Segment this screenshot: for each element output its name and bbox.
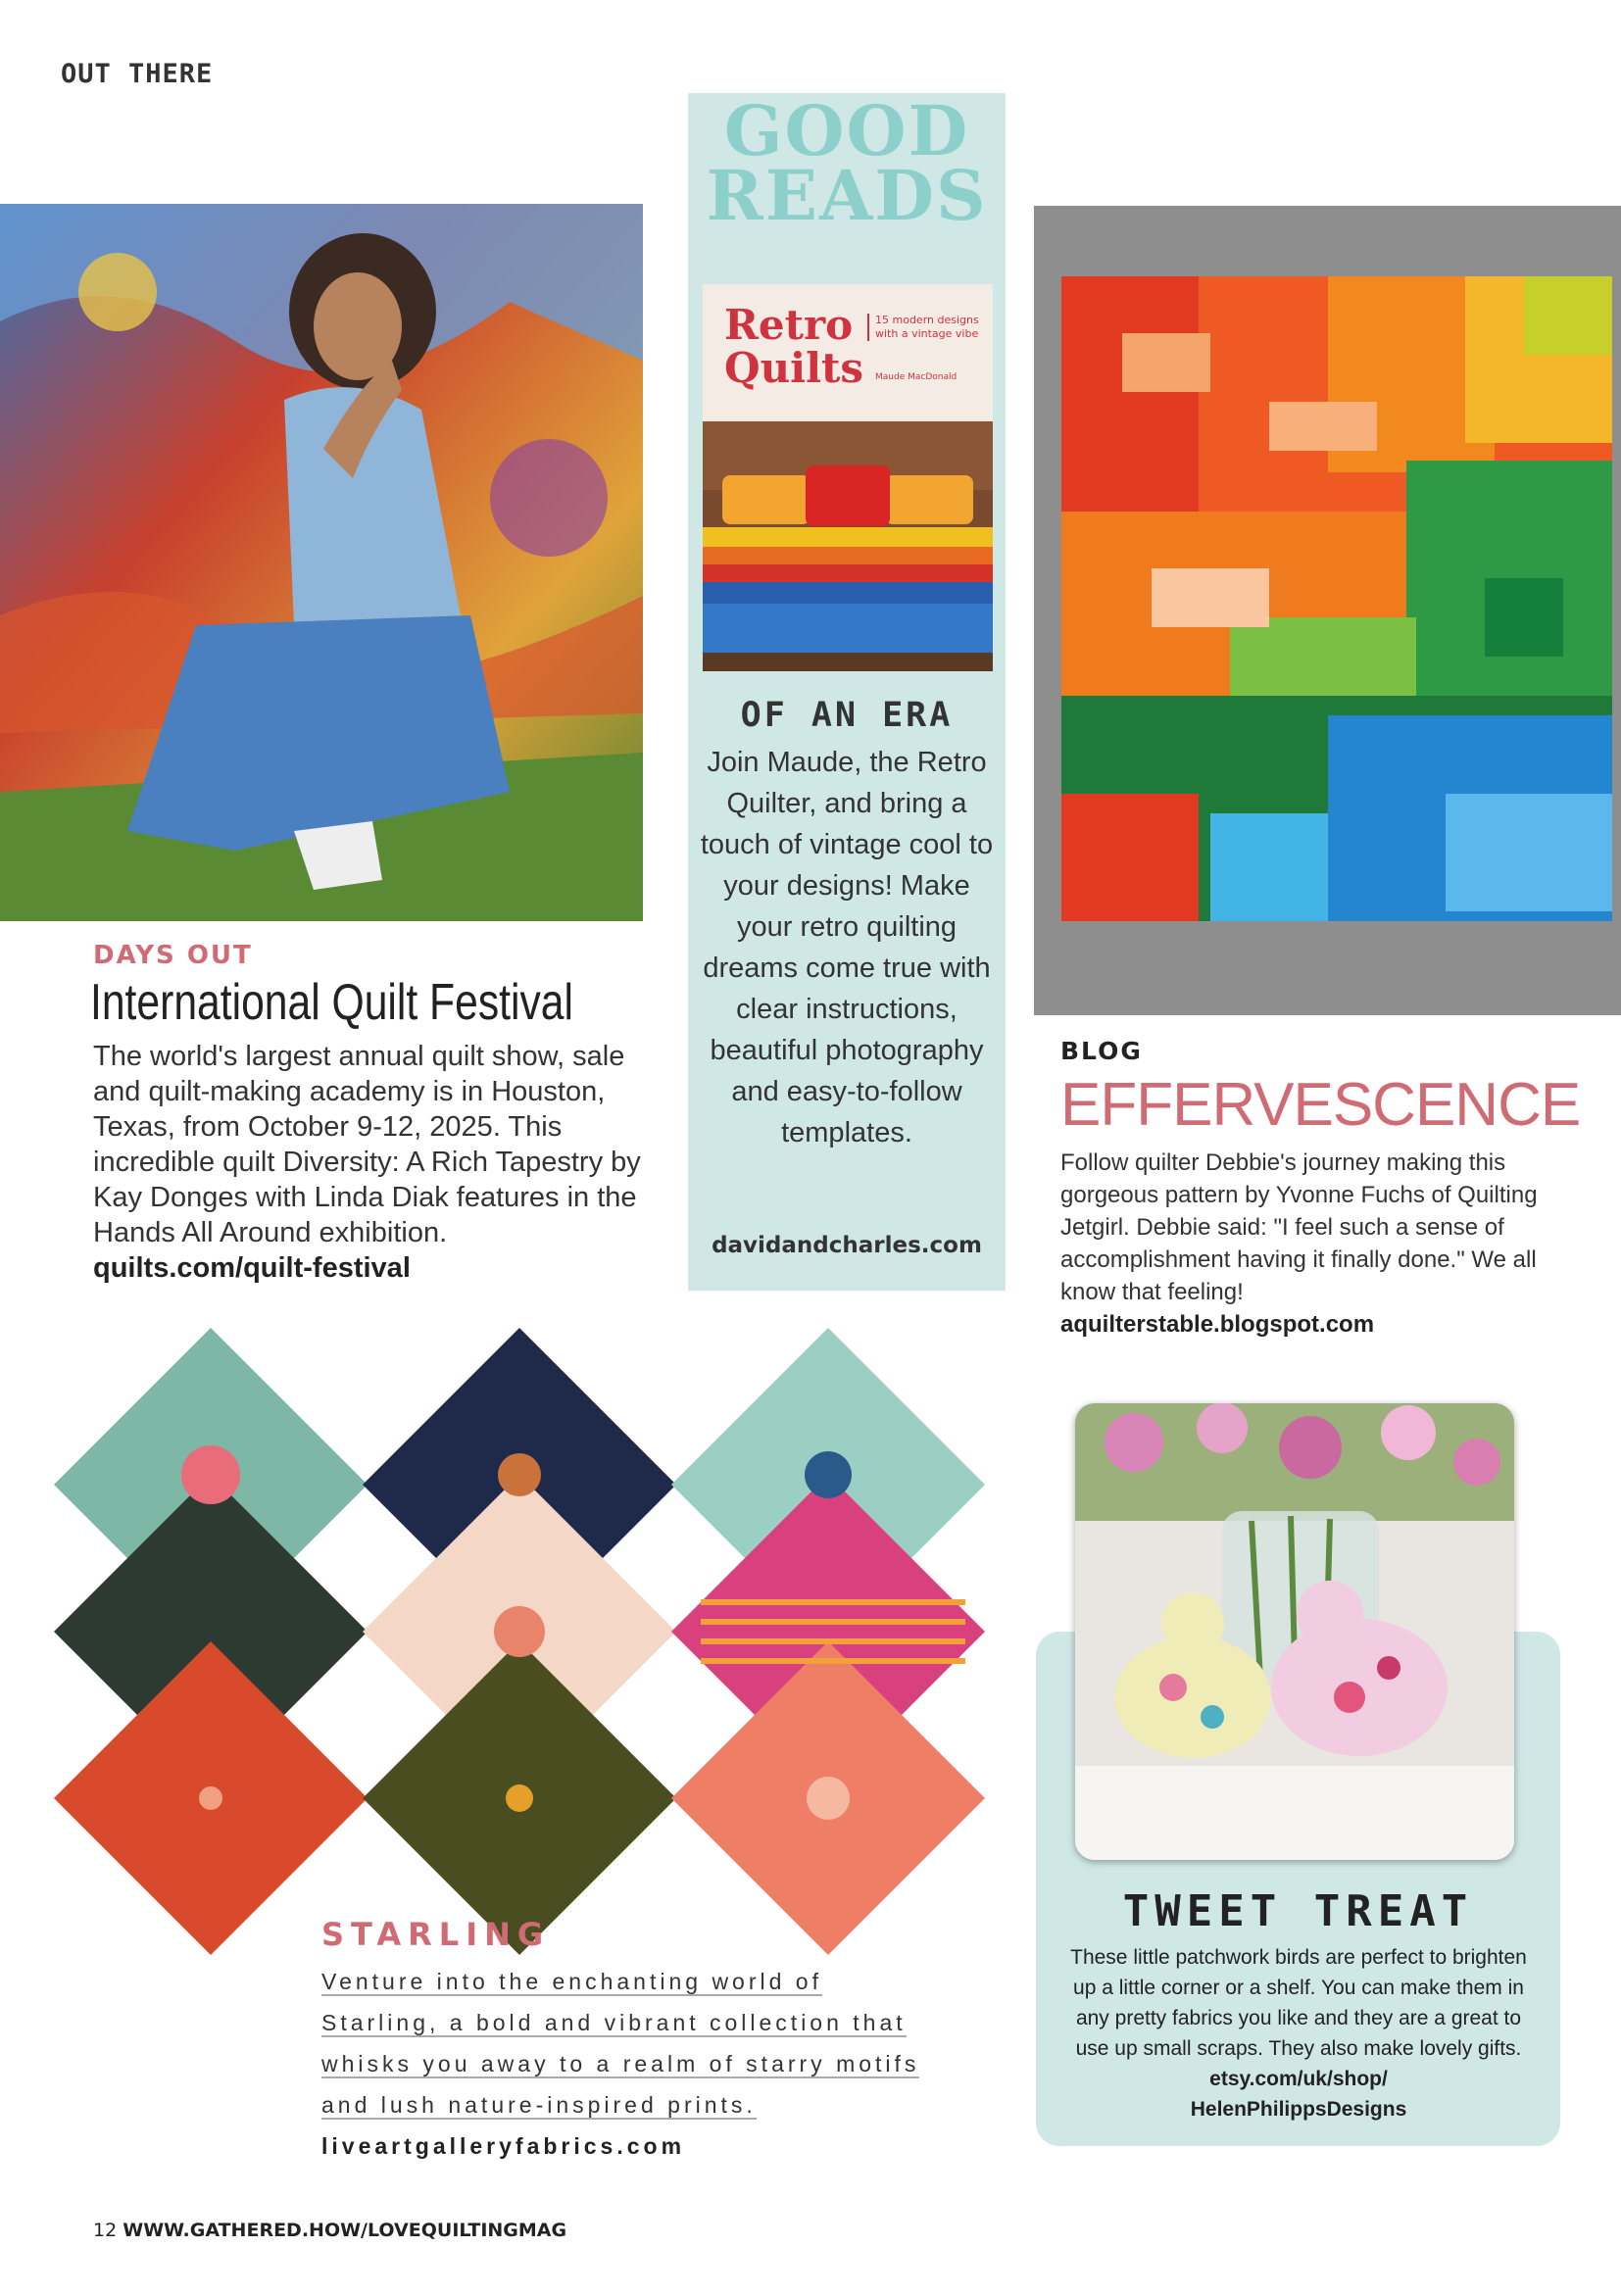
tweet-body [1068, 1942, 1529, 2125]
good-reads-title-line1: GOOD [723, 90, 970, 171]
starling-body [321, 1961, 988, 2167]
page-number: 12 [93, 2220, 118, 2241]
blog-body [1060, 1147, 1570, 1341]
blog-body-text: Follow quilter Debbie's journey making this gorgeous pattern by Yvonne Fuchs of Quilting Jetgirl. Debbie said: "I feel such a sense of accomplishment having it finally done." We all know that feeling! [1060, 1149, 1538, 1305]
starling-line-1: Venture into the enchanting world of [321, 1969, 822, 1994]
effervescence-quilt-image [1034, 206, 1621, 1015]
footer-url[interactable]: WWW.GATHERED.HOW/LOVEQUILTINGMAG [123, 2220, 567, 2241]
festival-link[interactable]: quilts.com/quilt-festival [93, 1252, 411, 1284]
blog-link[interactable]: aquilterstable.blogspot.com [1060, 1311, 1375, 1338]
tweet-link-line2: HelenPhilippsDesigns [1190, 2098, 1407, 2121]
book-title-line2: Quilts [724, 344, 864, 392]
book-tagline: 15 modern designs with a vintage vibe [867, 314, 988, 341]
starling-fabric-swatches [54, 1328, 995, 2004]
good-reads-title-line2: READS [706, 155, 988, 236]
book-title [724, 301, 864, 392]
patchwork-birds-image [1075, 1403, 1514, 1860]
festival-quilt-image [0, 204, 643, 921]
era-body: Join Maude, the Retro Quilter, and bring a touch of vintage cool to your designs! Make your retro quilting dreams come true with clear instructions, beautiful photography and easy-to-follow templates. [700, 747, 994, 1148]
blog-title: EFFERVESCENCE [1060, 1071, 1581, 1139]
tweet-link-line1: etsy.com/uk/shop/ [1209, 2068, 1388, 2090]
book-author: Maude MacDonald [875, 372, 958, 382]
starling-line-2: Starling, a bold and vibrant collection that [321, 2010, 907, 2035]
festival-body-text: The world's largest annual quilt show, sale and quilt-making academy is in Houston, Texas, from October 9-12, 2025. This incredible quilt Diversity: A Rich Tapestry by Kay Donges with Linda Diak features in the Hands All Around exhibition. [93, 1041, 641, 1248]
book-title-line1: Retro [724, 301, 854, 349]
festival-body [93, 1039, 671, 1286]
era-link[interactable]: davidandcharles.com [712, 1233, 982, 1258]
festival-title: International Quilt Festival [90, 974, 573, 1031]
good-reads-title [688, 90, 1006, 236]
footer [93, 2220, 566, 2241]
era-heading: OF AN ERA [740, 696, 954, 735]
good-reads-panel [688, 90, 1006, 1291]
starling-link[interactable]: liveartgalleryfabrics.com [321, 2133, 686, 2159]
section-label: OUT THERE [61, 59, 214, 89]
blog-kicker: BLOG [1060, 1037, 1143, 1065]
starling-line-3: whisks you away to a realm of starry motifs [321, 2051, 920, 2076]
tweet-link[interactable] [1191, 2068, 1407, 2121]
tweet-heading: TWEET TREAT [1122, 1886, 1474, 1936]
starling-kicker: STARLING [321, 1916, 551, 1953]
tweet-body-text: These little patchwork birds are perfect to brighten up a little corner or a shelf. You can make them in any pretty fabrics you like and they are a great to use up small scraps. They also make lovely gifts. [1070, 1946, 1527, 2060]
book-cover[interactable] [703, 284, 993, 671]
starling-line-4: and lush nature-inspired prints. [321, 2092, 757, 2118]
festival-kicker: DAYS OUT [93, 941, 253, 970]
book-cover-illustration [703, 421, 993, 671]
